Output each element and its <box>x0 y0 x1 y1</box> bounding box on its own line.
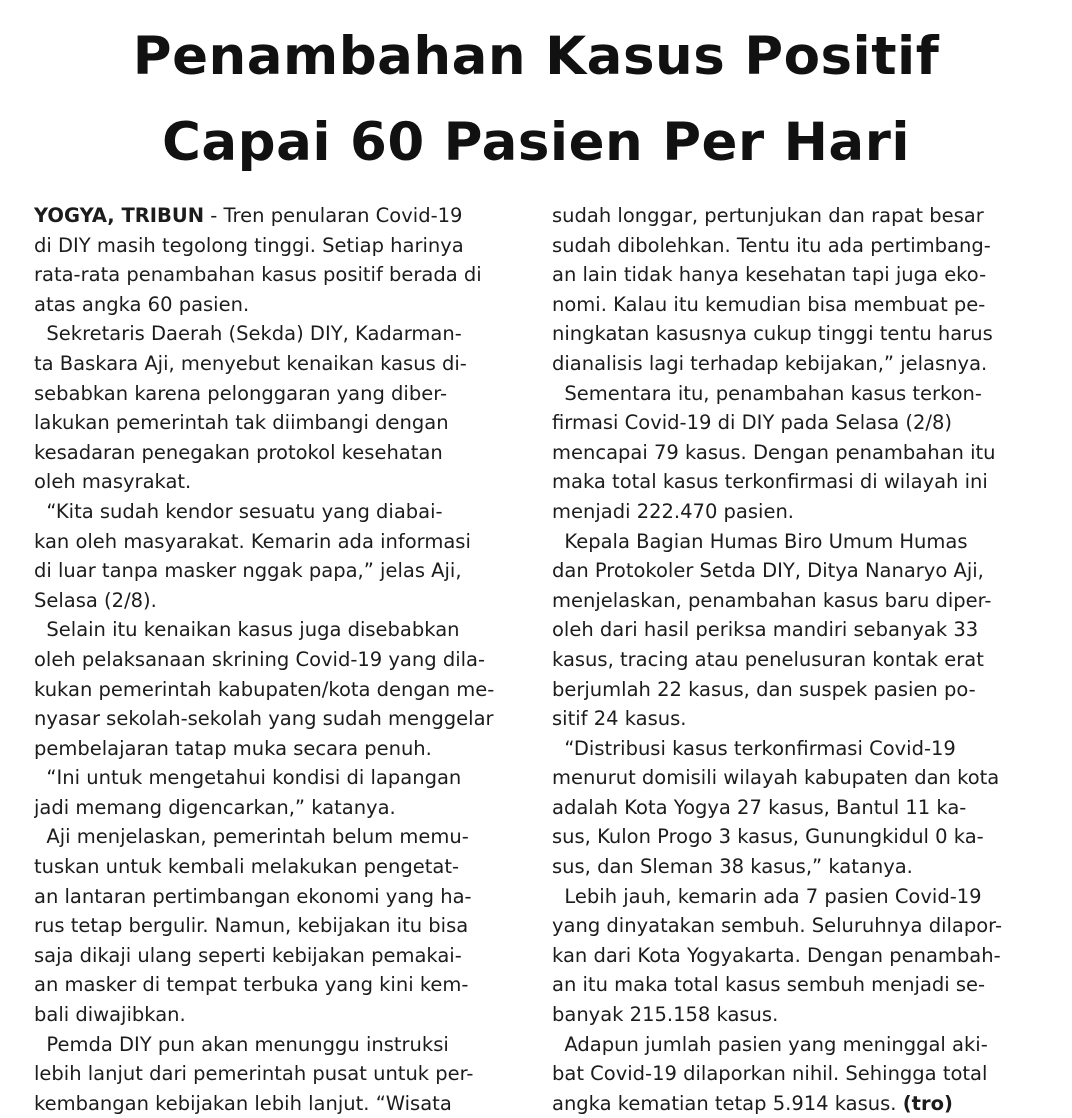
line-text: maka total kasus terkonfirmasi di wilayah ini <box>552 470 988 494</box>
line-text: an masker di tempat terbuka yang kini kem- <box>34 973 469 997</box>
line-text: oleh dari hasil periksa mandiri sebanyak 33 <box>552 618 979 642</box>
line-text: firmasi Covid-19 di DIY pada Selasa (2/8) <box>552 411 952 435</box>
line-text: sebabkan karena pelonggaran yang diber- <box>34 381 448 405</box>
article-text-line <box>552 852 1042 882</box>
article-text-line <box>34 1089 524 1118</box>
line-text: kukan pemerintah kabupaten/kota dengan me- <box>34 677 495 701</box>
article-column-left <box>34 201 524 1118</box>
line-text: bali diwajibkan. <box>34 1003 186 1027</box>
article-text-line <box>552 911 1042 941</box>
line-text: “Distribusi kasus terkonfirmasi Covid-19 <box>552 736 956 760</box>
author-credit: (tro) <box>902 1091 953 1115</box>
article-text-line <box>34 941 524 971</box>
line-text: dan Protokoler Setda DIY, Ditya Nanaryo Aji, <box>552 559 984 583</box>
article-text-line <box>34 1059 524 1089</box>
line-text: Pemda DIY pun akan menunggu instruksi <box>34 1032 449 1056</box>
article-text-line <box>34 467 524 497</box>
article-text-line <box>552 822 1042 852</box>
article-text-line <box>552 497 1042 527</box>
article-text-line <box>34 970 524 1000</box>
article-text-line <box>34 793 524 823</box>
article-text-line <box>552 645 1042 675</box>
line-text: sitif 24 kasus. <box>552 707 687 731</box>
article-text-line <box>552 763 1042 793</box>
article-text-line <box>34 852 524 882</box>
line-text: Kepala Bagian Humas Biro Umum Humas <box>552 529 968 553</box>
line-text: Aji menjelaskan, pemerintah belum memu- <box>34 825 469 849</box>
line-text: berjumlah 22 kasus, dan suspek pasien po- <box>552 677 976 701</box>
article-headline <box>0 14 1072 186</box>
line-text: Sementara itu, penambahan kasus terkon- <box>552 381 982 405</box>
line-text: adalah Kota Yogya 27 kasus, Bantul 11 ka- <box>552 795 967 819</box>
line-text: yang dinyatakan sembuh. Seluruhnya dilapor- <box>552 914 1002 938</box>
article-text-line <box>552 1089 1042 1118</box>
article-text-line <box>34 556 524 586</box>
article-text-line <box>552 379 1042 409</box>
line-text: sudah longgar, pertunjukan dan rapat besar <box>552 204 984 227</box>
article-text-line <box>552 467 1042 497</box>
article-text-line <box>34 704 524 734</box>
article-text-line <box>552 231 1042 261</box>
article-text-line <box>34 438 524 468</box>
line-text: kesadaran penegakan protokol kesehatan <box>34 440 443 464</box>
line-text: ta Baskara Aji, menyebut kenaikan kasus di- <box>34 351 467 375</box>
line-text: Lebih jauh, kemarin ada 7 pasien Covid-19 <box>552 884 982 908</box>
article-text-line <box>552 319 1042 349</box>
article-text-line <box>552 260 1042 290</box>
line-text: angka kematian tetap 5.914 kasus. <box>552 1091 903 1115</box>
line-text: menurut domisili wilayah kabupaten dan kota <box>552 766 1000 790</box>
line-text: Selain itu kenaikan kasus juga disebabkan <box>34 618 460 642</box>
article-text-line <box>552 349 1042 379</box>
line-text: Selasa (2/8). <box>34 588 157 612</box>
article-text-line <box>552 970 1042 1000</box>
article-text-line <box>34 379 524 409</box>
article-text-line <box>34 822 524 852</box>
line-text: sus, dan Sleman 38 kasus,” katanya. <box>552 855 913 879</box>
article-text-line <box>552 290 1042 320</box>
line-text: “Ini untuk mengetahui kondisi di lapangan <box>34 766 462 790</box>
line-text: pembelajaran tatap muka secara penuh. <box>34 736 432 760</box>
line-text: - Tren penularan Covid-19 <box>204 204 463 227</box>
article-text-line <box>552 527 1042 557</box>
article-text-line <box>552 556 1042 586</box>
line-text: nyasar sekolah-sekolah yang sudah menggelar <box>34 707 494 731</box>
article-text-line <box>34 882 524 912</box>
article-text-line <box>552 586 1042 616</box>
line-text: rus tetap bergulir. Namun, kebijakan itu bisa <box>34 914 469 938</box>
line-text: kembangan kebijakan lebih lanjut. “Wisata <box>34 1091 452 1115</box>
article-text-line <box>34 201 524 231</box>
article-text-line <box>34 527 524 557</box>
dateline: YOGYA, TRIBUN <box>34 204 205 227</box>
article-text-line <box>552 704 1042 734</box>
article-text-line <box>34 763 524 793</box>
article-text-line <box>34 231 524 261</box>
article-text-line <box>34 349 524 379</box>
line-text: an itu maka total kasus sembuh menjadi se- <box>552 973 986 997</box>
line-text: menjelaskan, penambahan kasus baru diper- <box>552 588 992 612</box>
line-text: an lantaran pertimbangan ekonomi yang ha- <box>34 884 472 908</box>
line-text: di DIY masih tegolong tinggi. Setiap harinya <box>34 233 464 257</box>
line-text: an lain tidak hanya kesehatan tapi juga eko- <box>552 263 987 287</box>
line-text: banyak 215.158 kasus. <box>552 1003 779 1027</box>
line-text: jadi memang digencarkan,” katanya. <box>34 795 396 819</box>
line-text: tuskan untuk kembali melakukan pengetat- <box>34 855 460 879</box>
line-text: kan oleh masyarakat. Kemarin ada informasi <box>34 529 471 553</box>
headline-line-1: Penambahan Kasus Positif <box>132 26 940 87</box>
article-text-line <box>34 675 524 705</box>
article-text-line <box>552 734 1042 764</box>
article-text-line <box>34 408 524 438</box>
headline-line-2: Capai 60 Pasien Per Hari <box>161 112 911 173</box>
article-text-line <box>552 675 1042 705</box>
article-text-line <box>552 941 1042 971</box>
line-text: dianalisis lagi terhadap kebijakan,” jelasnya. <box>552 351 988 375</box>
line-text: ningkatan kasusnya cukup tinggi tentu harus <box>552 322 993 346</box>
article-text-line <box>34 1000 524 1030</box>
article-text-line <box>34 260 524 290</box>
line-text: Adapun jumlah pasien yang meninggal aki- <box>552 1032 988 1056</box>
article-text-line <box>552 1059 1042 1089</box>
line-text: lebih lanjut dari pemerintah pusat untuk per- <box>34 1062 474 1086</box>
article-text-line <box>34 319 524 349</box>
article-text-line <box>34 734 524 764</box>
article-text-line <box>552 1000 1042 1030</box>
line-text: mencapai 79 kasus. Dengan penambahan itu <box>552 440 996 464</box>
line-text: sus, Kulon Progo 3 kasus, Gunungkidul 0 ka- <box>552 825 984 849</box>
line-text: kan dari Kota Yogyakarta. Dengan penambah- <box>552 943 1001 967</box>
line-text: oleh masyrakat. <box>34 470 192 494</box>
article-text-line <box>552 882 1042 912</box>
line-text: Sekretaris Daerah (Sekda) DIY, Kadarman- <box>34 322 462 346</box>
line-text: kasus, tracing atau penelusuran kontak erat <box>552 647 984 671</box>
line-text: “Kita sudah kendor sesuatu yang diabai- <box>34 499 443 523</box>
article-text-line <box>552 201 1042 231</box>
line-text: saja dikaji ulang seperti kebijakan pemakai- <box>34 943 462 967</box>
line-text: di luar tanpa masker nggak papa,” jelas Aji, <box>34 559 462 583</box>
line-text: nomi. Kalau itu kemudian bisa membuat pe- <box>552 292 986 316</box>
article-column-right <box>552 201 1042 1118</box>
article-text-line <box>34 645 524 675</box>
article-text-line <box>34 615 524 645</box>
article-text-line <box>34 586 524 616</box>
line-text: oleh pelaksanaan skrining Covid-19 yang dila- <box>34 647 486 671</box>
article-text-line <box>552 408 1042 438</box>
article-text-line <box>552 615 1042 645</box>
line-text: lakukan pemerintah tak diimbangi dengan <box>34 411 449 435</box>
line-text: atas angka 60 pasien. <box>34 292 250 316</box>
line-text: sudah dibolehkan. Tentu itu ada pertimbang- <box>552 233 991 257</box>
line-text: rata-rata penambahan kasus positif berada di <box>34 263 482 287</box>
article-text-line <box>552 793 1042 823</box>
line-text: bat Covid-19 dilaporkan nihil. Sehingga total <box>552 1062 988 1086</box>
line-text: menjadi 222.470 pasien. <box>552 499 795 523</box>
article-text-line <box>34 290 524 320</box>
article-text-line <box>552 438 1042 468</box>
article-text-line <box>34 1030 524 1060</box>
article-text-line <box>552 1030 1042 1060</box>
article-text-line <box>34 497 524 527</box>
article-text-line <box>34 911 524 941</box>
